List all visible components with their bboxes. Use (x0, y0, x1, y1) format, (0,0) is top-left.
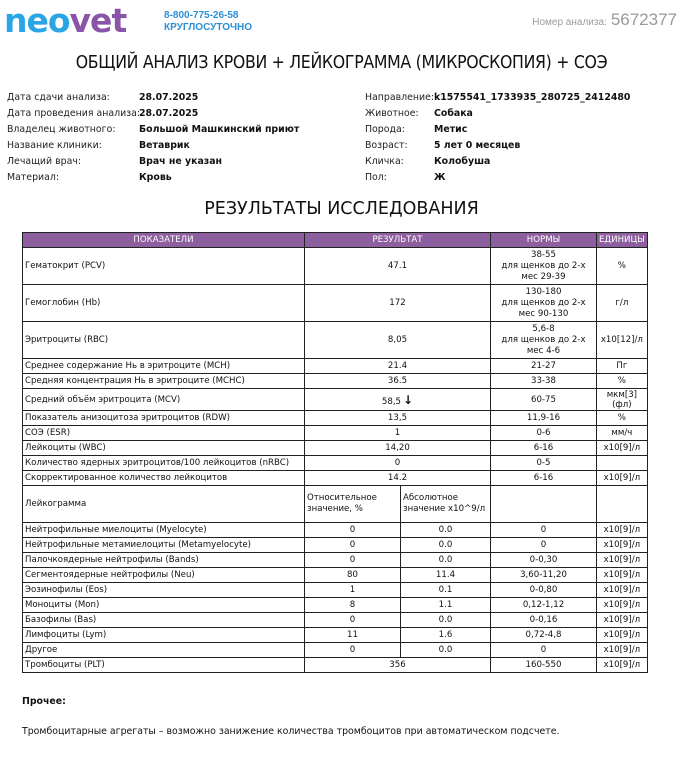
norm-value: 6-16 (491, 471, 597, 486)
norm-value: 0-6 (491, 426, 597, 441)
unit-value: % (597, 248, 648, 285)
info-label: Направление: (365, 92, 435, 103)
table-row (23, 374, 648, 389)
relative-value: 0 (305, 553, 401, 568)
absolute-value-header: Абсолютное значение x10^9/л (401, 486, 491, 523)
norm-value: 0 (491, 523, 597, 538)
result-value (305, 359, 491, 374)
info-row (7, 154, 299, 170)
result-value (305, 374, 491, 389)
table-row (23, 441, 648, 456)
result-value (305, 441, 491, 456)
unit-value: x10[9]/л (597, 583, 648, 598)
info-label: Материал: (7, 172, 60, 183)
table-row (23, 523, 648, 538)
unit-value: x10[9]/л (597, 643, 648, 658)
norm-value: 3,60-11,20 (491, 568, 597, 583)
relative-value: 80 (305, 568, 401, 583)
info-row (7, 90, 299, 106)
unit-value: x10[12]/л (597, 322, 648, 359)
indicator-name: Среднее содержание Нь в эритроците (МСН) (23, 359, 305, 374)
unit-value: % (597, 374, 648, 389)
indicator-name: Другое (23, 643, 305, 658)
absolute-value: 0.0 (401, 538, 491, 553)
info-row (365, 90, 630, 106)
norm-line: мес 29-39 (521, 271, 566, 282)
norm-line: 5,6-8 (532, 323, 555, 334)
unit-value: мм/ч (597, 426, 648, 441)
info-value: Большой Машкинский приют (139, 124, 300, 135)
table-row (23, 628, 648, 643)
info-right (365, 90, 630, 186)
info-label: Пол: (365, 172, 387, 183)
info-value: Ж (434, 172, 446, 183)
info-left (7, 90, 299, 186)
unit-value: x10[9]/л (597, 441, 648, 456)
indicator-name: Лимфоциты (Lym) (23, 628, 305, 643)
unit-value: x10[9]/л (597, 538, 648, 553)
absolute-value: 0.0 (401, 643, 491, 658)
result-value (305, 426, 491, 441)
info-label: Название клиники: (7, 140, 102, 151)
absolute-value: 0.0 (401, 613, 491, 628)
info-label: Дата сдачи анализа: (7, 92, 110, 103)
indicator-name: Базофилы (Bas) (23, 613, 305, 628)
relative-value: 11 (305, 628, 401, 643)
indicator-name: Тромбоциты (PLT) (23, 658, 305, 673)
header-norms: НОРМЫ (491, 233, 597, 248)
table-row (23, 643, 648, 658)
info-label: Порода: (365, 124, 405, 135)
indicator-name: Средняя концентрация Нь в эритроците (МСНС) (23, 374, 305, 389)
header-result: РЕЗУЛЬТАТ (305, 233, 491, 248)
info-value: Метис (434, 124, 468, 135)
info-row (7, 106, 299, 122)
indicator-name: Эозинофилы (Eos) (23, 583, 305, 598)
info-row (7, 138, 299, 154)
indicator-name: Количество ядерных эритроцитов/100 лейкоцитов (nRBC) (23, 456, 305, 471)
norm-value (491, 322, 597, 359)
table-row (23, 426, 648, 441)
indicator-name: Нейтрофильные метамиелоциты (Metamyelocyte) (23, 538, 305, 553)
unit-value: x10[9]/л (597, 613, 648, 628)
indicator-name: Гематокрит (PCV) (23, 248, 305, 285)
table-row (23, 658, 648, 673)
indicator-name: СОЭ (ESR) (23, 426, 305, 441)
unit-value: x10[9]/л (597, 553, 648, 568)
table-row (23, 553, 648, 568)
result-text: 21.4 (387, 361, 408, 371)
result-text: 13,5 (387, 413, 408, 423)
table-row (23, 359, 648, 374)
results-heading: РЕЗУЛЬТАТЫ ИССЛЕДОВАНИЯ (204, 199, 479, 219)
table-row (23, 285, 648, 322)
norm-value: 0,72-4,8 (491, 628, 597, 643)
info-label: Дата проведения анализа: (7, 108, 141, 119)
indicator-name: Эритроциты (RBC) (23, 322, 305, 359)
norm-line: мес 90-130 (518, 308, 569, 319)
indicator-name: Скорректированное количество лейкоцитов (23, 471, 305, 486)
other-note: Тромбоцитарные агрегаты – возможно занижение количества тромбоцитов при автоматическом подсчете. (22, 726, 560, 737)
neovet-logo (4, 2, 154, 40)
header-units: ЕДИНИЦЫ (597, 233, 648, 248)
unit-value: x10[9]/л (597, 628, 648, 643)
unit-value: x10[9]/л (597, 568, 648, 583)
indicator-name: Сегментоядерные нейтрофилы (Neu) (23, 568, 305, 583)
other-title: Прочее: (22, 696, 66, 707)
info-value: Собака (434, 108, 473, 119)
table-row (23, 411, 648, 426)
info-row (365, 170, 630, 186)
indicator-name: Нейтрофильные миелоциты (Myelocyte) (23, 523, 305, 538)
unit-value: Пг (597, 359, 648, 374)
norm-value (491, 285, 597, 322)
relative-value-header: Относительное значение, % (305, 486, 401, 523)
indicator-name: Моноциты (Mon) (23, 598, 305, 613)
info-row (365, 138, 630, 154)
indicator-name: Показатель анизоцитоза эритроцитов (RDW) (23, 411, 305, 426)
page-title: ОБЩИЙ АНАЛИЗ КРОВИ + ЛЕЙКОГРАММА (МИКРОСКОПИЯ) + СОЭ (75, 53, 608, 73)
unit-value: x10[9]/л (597, 658, 648, 673)
info-value: 28.07.2025 (139, 108, 199, 119)
norm-value: 0-0,80 (491, 583, 597, 598)
info-value: Врач не указан (139, 156, 223, 167)
info-label: Владелец животного: (7, 124, 116, 135)
norm-value: 60-75 (491, 389, 597, 411)
result-value (305, 411, 491, 426)
norm-value: 0,12-1,12 (491, 598, 597, 613)
info-label: Возраст: (365, 140, 408, 151)
info-row (365, 122, 630, 138)
norm-line: мес 4-6 (526, 345, 561, 356)
unit-value: x10[9]/л (597, 523, 648, 538)
phone-number[interactable]: 8-800-775-26-58 (164, 10, 239, 21)
table-header-row (23, 233, 648, 248)
unit-value: x10[9]/л (597, 471, 648, 486)
result-value (305, 389, 491, 411)
norm-value: 0-0,30 (491, 553, 597, 568)
logo-text-vet: vet (69, 1, 127, 40)
info-value: k1575541_1733935_280725_2412480 (434, 92, 631, 103)
result-text: 14.2 (387, 473, 408, 483)
absolute-value: 1.6 (401, 628, 491, 643)
unit-value: г/л (597, 285, 648, 322)
absolute-value: 0.1 (401, 583, 491, 598)
table-row (23, 389, 648, 411)
indicator-name: Гемоглобин (Hb) (23, 285, 305, 322)
table-row (23, 322, 648, 359)
relative-value: 1 (305, 583, 401, 598)
norm-value: 160-550 (491, 658, 597, 673)
norm-value: 6-16 (491, 441, 597, 456)
table-row (23, 568, 648, 583)
result-text: 14,20 (385, 443, 410, 453)
norm-value: 0-5 (491, 456, 597, 471)
result-text: 0 (394, 458, 401, 468)
norm-value: 21-27 (491, 359, 597, 374)
norm-value: 0 (491, 643, 597, 658)
indicator-name: Средний объём эритроцита (MCV) (23, 389, 305, 411)
contact-block (164, 10, 252, 34)
norm-line: 38-55 (531, 249, 556, 260)
relative-value: 0 (305, 613, 401, 628)
leukogram-title: Лейкограмма (23, 486, 305, 523)
info-label: Животное: (365, 108, 419, 119)
absolute-value: 0.0 (401, 523, 491, 538)
info-row (365, 106, 630, 122)
info-value: 28.07.2025 (139, 92, 199, 103)
norm-value: 0 (491, 538, 597, 553)
absolute-value: 1.1 (401, 598, 491, 613)
table-row (23, 456, 648, 471)
relative-value: 0 (305, 643, 401, 658)
relative-value: 0 (305, 538, 401, 553)
info-value: Кровь (139, 172, 172, 183)
table-row (23, 471, 648, 486)
hours-label: КРУГЛОСУТОЧНО (164, 22, 253, 33)
norm-value (491, 248, 597, 285)
info-value: Колобуша (434, 156, 491, 167)
result-value: 47.1 (305, 248, 491, 285)
results-table (22, 232, 648, 673)
table-row (23, 613, 648, 628)
norm-line: для щенков до 2-х (501, 260, 586, 271)
relative-value: 0 (305, 523, 401, 538)
norm-value: 33-38 (491, 374, 597, 389)
info-value: Ветаврик (139, 140, 190, 151)
relative-value: 8 (305, 598, 401, 613)
info-row (7, 170, 299, 186)
absolute-value: 11.4 (401, 568, 491, 583)
result-value: 172 (305, 285, 491, 322)
absolute-value: 0.0 (401, 553, 491, 568)
empty-cell (491, 486, 597, 523)
unit-value: x10[9]/л (597, 598, 648, 613)
table-row (23, 583, 648, 598)
result-text: 36.5 (387, 376, 408, 386)
analysis-number-label: Номер анализа: (532, 17, 607, 28)
norm-value: 0-0,16 (491, 613, 597, 628)
unit-value: % (597, 411, 648, 426)
logo-text-neo: neo (4, 1, 70, 40)
result-value (305, 471, 491, 486)
result-value: 8,05 (305, 322, 491, 359)
analysis-number (532, 10, 677, 30)
result-text: 58,5 (381, 396, 402, 407)
empty-cell (597, 486, 648, 523)
norm-line: 130-180 (525, 286, 562, 297)
info-row (365, 154, 630, 170)
result-value (305, 456, 491, 471)
info-row (7, 122, 299, 138)
table-row (23, 598, 648, 613)
table-row (23, 248, 648, 285)
table-row (23, 538, 648, 553)
info-label: Лечащий врач: (7, 156, 82, 167)
result-value: 356 (305, 658, 491, 673)
info-value: 5 лет 0 месяцев (434, 140, 521, 151)
norm-line: для щенков до 2-х (501, 297, 586, 308)
leukogram-header-row (23, 486, 648, 523)
norm-value: 11,9-16 (491, 411, 597, 426)
indicator-name: Палочкоядерные нейтрофилы (Bands) (23, 553, 305, 568)
unit-value: мкм[3](фл) (597, 389, 648, 411)
header-indicators: ПОКАЗАТЕЛИ (23, 233, 305, 248)
info-label: Кличка: (365, 156, 404, 167)
indicator-name: Лейкоциты (WBC) (23, 441, 305, 456)
unit-value (597, 456, 648, 471)
norm-line: для щенков до 2-х (501, 334, 586, 345)
analysis-number-value: 5672377 (610, 10, 677, 29)
result-text: 1 (394, 428, 401, 438)
arrow-down-icon: ↓ (403, 392, 414, 407)
